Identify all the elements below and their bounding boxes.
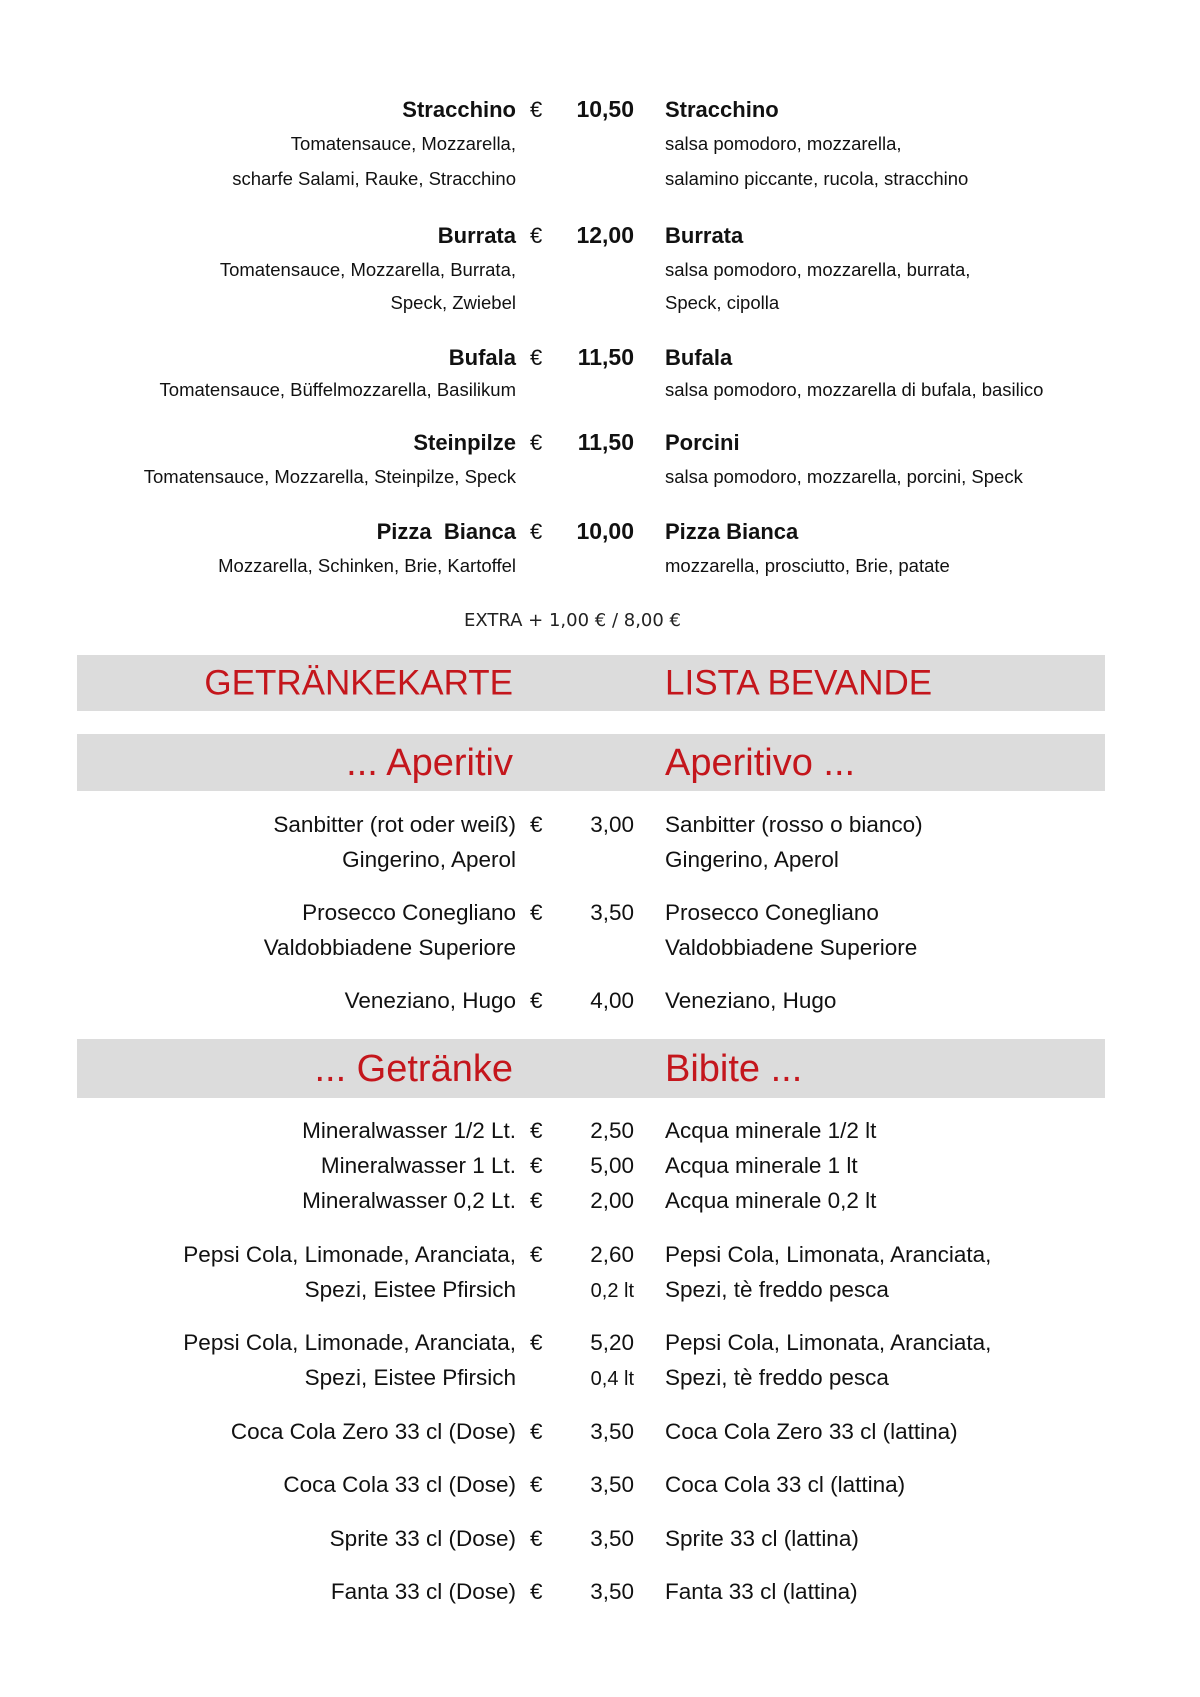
euro-sign: € xyxy=(530,1419,543,1444)
pizza-desc-it: salsa pomodoro, mozzarella, xyxy=(665,133,902,154)
pizza-name-it: Burrata xyxy=(665,223,744,248)
drink-size: 0,4 lt xyxy=(590,1368,634,1390)
drink-name-de: Gingerino, Aperol xyxy=(342,847,516,872)
euro-sign: € xyxy=(530,430,543,455)
pizza-desc-de: Tomatensauce, Büffelmozzarella, Basilikum xyxy=(159,379,516,400)
drink-price: 3,50 xyxy=(590,900,634,925)
pizza-desc-de: Tomatensauce, Mozzarella, xyxy=(290,133,516,154)
drink-size: 0,2 lt xyxy=(590,1280,634,1302)
drink-name-de: Mineralwasser 1 Lt. xyxy=(320,1153,516,1178)
pizza-desc-de: Mozzarella, Schinken, Brie, Kartoffel xyxy=(218,555,516,576)
euro-sign: € xyxy=(530,223,543,248)
drink-name-de: Veneziano, Hugo xyxy=(344,988,516,1013)
pizza-desc-de: Tomatensauce, Mozzarella, Steinpilze, Speck xyxy=(143,466,516,487)
euro-sign: € xyxy=(530,1579,543,1604)
pizza-name-de: Burrata xyxy=(437,223,516,248)
drink-name-de: Spezi, Eistee Pfirsich xyxy=(304,1365,516,1390)
pizza-price: 10,50 xyxy=(576,96,634,122)
drink-price: 3,50 xyxy=(590,1419,634,1444)
euro-sign: € xyxy=(530,345,543,370)
pizza-name-de: Stracchino xyxy=(402,97,516,122)
drinks-header-de: GETRÄNKEKARTE xyxy=(204,663,513,703)
pizza-desc-it: salsa pomodoro, mozzarella, burrata, xyxy=(665,259,971,280)
drink-price: 4,00 xyxy=(590,988,634,1013)
drink-name-de: Mineralwasser 1/2 Lt. xyxy=(302,1118,516,1143)
pizza-price: 11,50 xyxy=(577,344,634,370)
drink-name-it: Pepsi Cola, Limonata, Aranciata, xyxy=(665,1330,992,1355)
extra-note: EXTRA + 1,00 € / 8,00 € xyxy=(463,610,681,631)
pizza-desc-it: salamino piccante, rucola, stracchino xyxy=(665,168,969,189)
pizza-desc-it: salsa pomodoro, mozzarella di bufala, basilico xyxy=(665,379,1044,400)
euro-sign: € xyxy=(530,1330,543,1355)
drink-name-de: Sprite 33 cl (Dose) xyxy=(329,1526,516,1551)
euro-sign: € xyxy=(530,1472,543,1497)
drink-name-de: Fanta 33 cl (Dose) xyxy=(330,1579,516,1604)
bibite-header-de: ... Getränke xyxy=(314,1047,513,1090)
drink-name-it: Spezi, tè freddo pesca xyxy=(665,1277,889,1302)
drink-name-it: Acqua minerale 1/2 lt xyxy=(665,1118,877,1143)
euro-sign: € xyxy=(530,1242,543,1267)
pizza-desc-it: salsa pomodoro, mozzarella, porcini, Speck xyxy=(665,466,1023,487)
drink-name-it: Prosecco Conegliano xyxy=(665,900,879,925)
drink-name-it: Fanta 33 cl (lattina) xyxy=(665,1579,858,1604)
drink-price: 2,00 xyxy=(590,1188,634,1213)
drink-name-de: Pepsi Cola, Limonade, Aranciata, xyxy=(183,1242,516,1267)
aperitivo-header-band xyxy=(77,734,1105,791)
drink-name-it: Coca Cola 33 cl (lattina) xyxy=(665,1472,906,1497)
euro-sign: € xyxy=(530,1526,543,1551)
pizza-desc-de: Tomatensauce, Mozzarella, Burrata, xyxy=(219,259,516,280)
bibite-header-band xyxy=(77,1039,1105,1098)
drink-name-de: Pepsi Cola, Limonade, Aranciata, xyxy=(183,1330,516,1355)
drink-price: 2,50 xyxy=(590,1118,634,1143)
aperitivo-header-it: Aperitivo ... xyxy=(665,741,856,784)
drink-name-it: Gingerino, Aperol xyxy=(665,847,839,872)
drink-price: 3,50 xyxy=(590,1472,634,1497)
drink-name-de: Valdobbiadene Superiore xyxy=(263,935,516,960)
drink-price: 5,20 xyxy=(590,1330,634,1355)
pizza-desc-it: Speck, cipolla xyxy=(665,292,780,313)
euro-sign: € xyxy=(530,97,543,122)
euro-sign: € xyxy=(530,1118,543,1143)
pizza-price: 11,50 xyxy=(577,429,634,455)
drink-price: 3,00 xyxy=(590,812,634,837)
euro-sign: € xyxy=(530,900,543,925)
drink-price: 2,60 xyxy=(590,1242,634,1267)
euro-sign: € xyxy=(530,1153,543,1178)
drink-name-it: Acqua minerale 0,2 lt xyxy=(665,1188,877,1213)
euro-sign: € xyxy=(530,1188,543,1213)
drink-name-it: Pepsi Cola, Limonata, Aranciata, xyxy=(665,1242,992,1267)
pizza-name-de: Bufala xyxy=(448,345,516,370)
pizza-name-it: Pizza Bianca xyxy=(665,519,799,544)
pizza-price: 12,00 xyxy=(576,222,634,248)
drink-name-it: Valdobbiadene Superiore xyxy=(665,935,918,960)
drinks-header-it: LISTA BEVANDE xyxy=(665,663,933,703)
euro-sign: € xyxy=(530,519,543,544)
drink-name-it: Sprite 33 cl (lattina) xyxy=(665,1526,859,1551)
drink-price: 3,50 xyxy=(590,1526,634,1551)
pizza-name-it: Stracchino xyxy=(665,97,779,122)
drink-name-de: Prosecco Conegliano xyxy=(302,900,516,925)
pizza-name-it: Bufala xyxy=(665,345,733,370)
drink-name-it: Veneziano, Hugo xyxy=(665,988,837,1013)
euro-sign: € xyxy=(530,812,543,837)
pizza-name-de: Steinpilze xyxy=(413,430,516,455)
drink-name-de: Mineralwasser 0,2 Lt. xyxy=(302,1188,516,1213)
drinks-header-band xyxy=(77,655,1105,711)
aperitivo-header-de: ... Aperitiv xyxy=(346,741,513,784)
drink-name-it: Spezi, tè freddo pesca xyxy=(665,1365,889,1390)
drink-name-it: Coca Cola Zero 33 cl (lattina) xyxy=(665,1419,958,1444)
drink-name-de: Coca Cola 33 cl (Dose) xyxy=(283,1472,516,1497)
drink-name-it: Sanbitter (rosso o bianco) xyxy=(665,812,923,837)
bibite-header-it: Bibite ... xyxy=(665,1047,803,1090)
euro-sign: € xyxy=(530,988,543,1013)
pizza-desc-de: scharfe Salami, Rauke, Stracchino xyxy=(232,168,516,189)
pizza-desc-it: mozzarella, prosciutto, Brie, patate xyxy=(665,555,950,576)
drink-price: 5,00 xyxy=(590,1153,634,1178)
drink-name-de: Sanbitter (rot oder weiß) xyxy=(273,812,516,837)
pizza-name-it: Porcini xyxy=(665,430,740,455)
drink-name-it: Acqua minerale 1 lt xyxy=(665,1153,858,1178)
drink-price: 3,50 xyxy=(590,1579,634,1604)
drink-name-de: Coca Cola Zero 33 cl (Dose) xyxy=(230,1419,516,1444)
pizza-desc-de: Speck, Zwiebel xyxy=(390,292,516,313)
drink-name-de: Spezi, Eistee Pfirsich xyxy=(304,1277,516,1302)
pizza-price: 10,00 xyxy=(576,518,634,544)
pizza-name-de: Pizza Bianca xyxy=(376,519,516,544)
